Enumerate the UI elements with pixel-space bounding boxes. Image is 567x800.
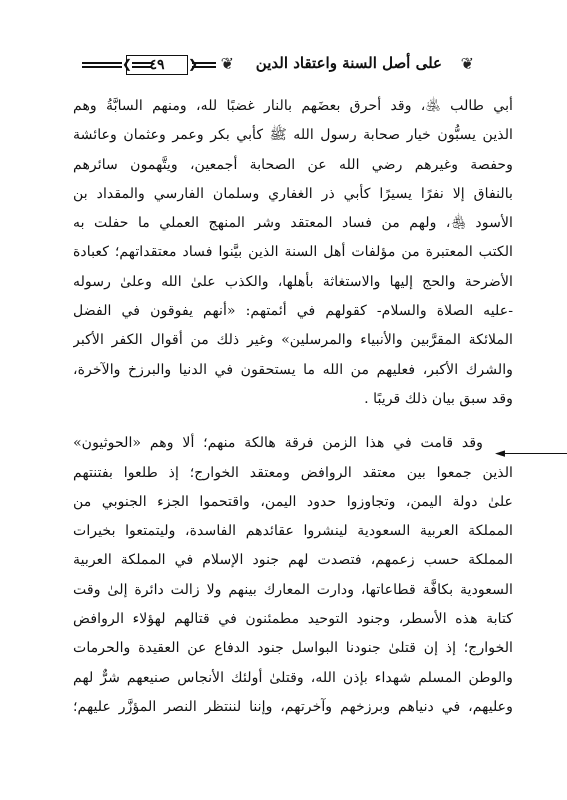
text-line: كتابة هذه الأسطر، وجنود التوحيد مطمئنون في قتالهم لهؤلاء الروافض — [73, 611, 513, 628]
text-line: الأسود ﵃، ولهم من فساد المعتقد وشر المنهج العملي ما حفلت به — [73, 215, 513, 232]
running-title: على أصل السنة واعتقاد الدين — [255, 54, 442, 72]
header-arrow-icon: ❮ — [188, 57, 199, 71]
text-line: الكتب المعتبرة من مؤلفات أهل السنة الذين بيَّنوا فساد معتقداتهم؛ كعبادة — [73, 244, 513, 261]
paragraph-1 — [73, 92, 513, 414]
leaf-ornament-icon: ❦ — [460, 54, 474, 73]
text-line: السعودية بكافَّة قطاعاتها، ودارت المعارك بينهم ولا زالت دائرة إلىٰ وقت — [73, 581, 513, 598]
text-line: الملائكة المقرَّبين والأنبياء والمرسلين» وغير ذلك من أقوال الكفر الأكبر — [73, 332, 513, 349]
text-line: -عليه الصلاة والسلام- كقولهم في أئمتهم: «أنهم يفوقون في الفضل — [73, 303, 513, 320]
text-line: علىٰ دولة اليمن، وتجاوزوا حدود اليمن، واقتحموا الجزء الجنوبي من — [73, 493, 513, 510]
text-line: وحفصة وغيرهم رضي الله عن الصحابة أجمعين، ويتَّهمون سائرهم — [73, 156, 513, 173]
text-line: الذين جمعوا بين معتقد الروافض ومعتقد الخوارج؛ إذ طلعوا بفتنتهم — [73, 464, 513, 481]
margin-arrow-icon: ◄ — [495, 447, 567, 461]
header-arrow-icon: ❯ — [122, 57, 133, 71]
text-line: وقد سبق بيان ذلك قريبًا . — [364, 390, 513, 407]
paragraph-2 — [73, 429, 513, 722]
text-line: أبي طالب ﵁، وقد أحرق بعضَهم بالنار غضبًا لله، ومنهم السابَّةُ وهم — [73, 98, 513, 114]
page-body — [73, 92, 513, 722]
text-line: وقد قامت في هذا الزمن فرقة هالكة منهم؛ ألا وهم «الحوثيون» — [73, 435, 483, 452]
page-header — [82, 50, 482, 84]
text-line: وعليهم، في دنياهم وبرزخهم وآخرتهم، وإننا لننتظر النصر المؤزَّر عليهم؛ — [73, 698, 513, 715]
text-line: بالنفاق إلا نفرًا يسيرًا كأبي ذر الغفاري وسلمان الفارسي والمقداد بن — [73, 185, 513, 202]
text-line: الأضرحة والحج إليها والاستغاثة بأهلها، والكذب علىٰ الله وعلىٰ رسوله — [73, 273, 513, 290]
text-line: والشرك الأكبر، فعليهم من الله ما يستحقون في الدنيا والبرزخ والآخرة، — [73, 361, 513, 378]
text-line: والوطن المسلم شهداء بإذن الله، وقتلىٰ أولئك الأنجاس صنيعهم شرٌّ لهم — [73, 669, 513, 686]
text-line: الخوارج؛ إذ إن قتلىٰ جنودنا البواسل جنود الدفاع عن العقيدة والحرمات — [73, 640, 513, 657]
text-line: الذين يسبُّون خيار صحابة رسول الله ﷺ كأبي بكر وعمر وعثمان وعائشة — [73, 127, 513, 144]
header-rule — [82, 62, 122, 68]
page-number: ٤٩ — [126, 55, 188, 75]
leaf-ornament-icon: ❦ — [220, 54, 234, 73]
text-line: المملكة حسب زعمهم، فتصدت لهم جنود الإسلام في المملكة العربية — [73, 552, 513, 569]
text-line: المملكة العربية السعودية لينشروا عقائدهم الفاسدة، وليتمتعوا بخيرات — [73, 523, 513, 540]
